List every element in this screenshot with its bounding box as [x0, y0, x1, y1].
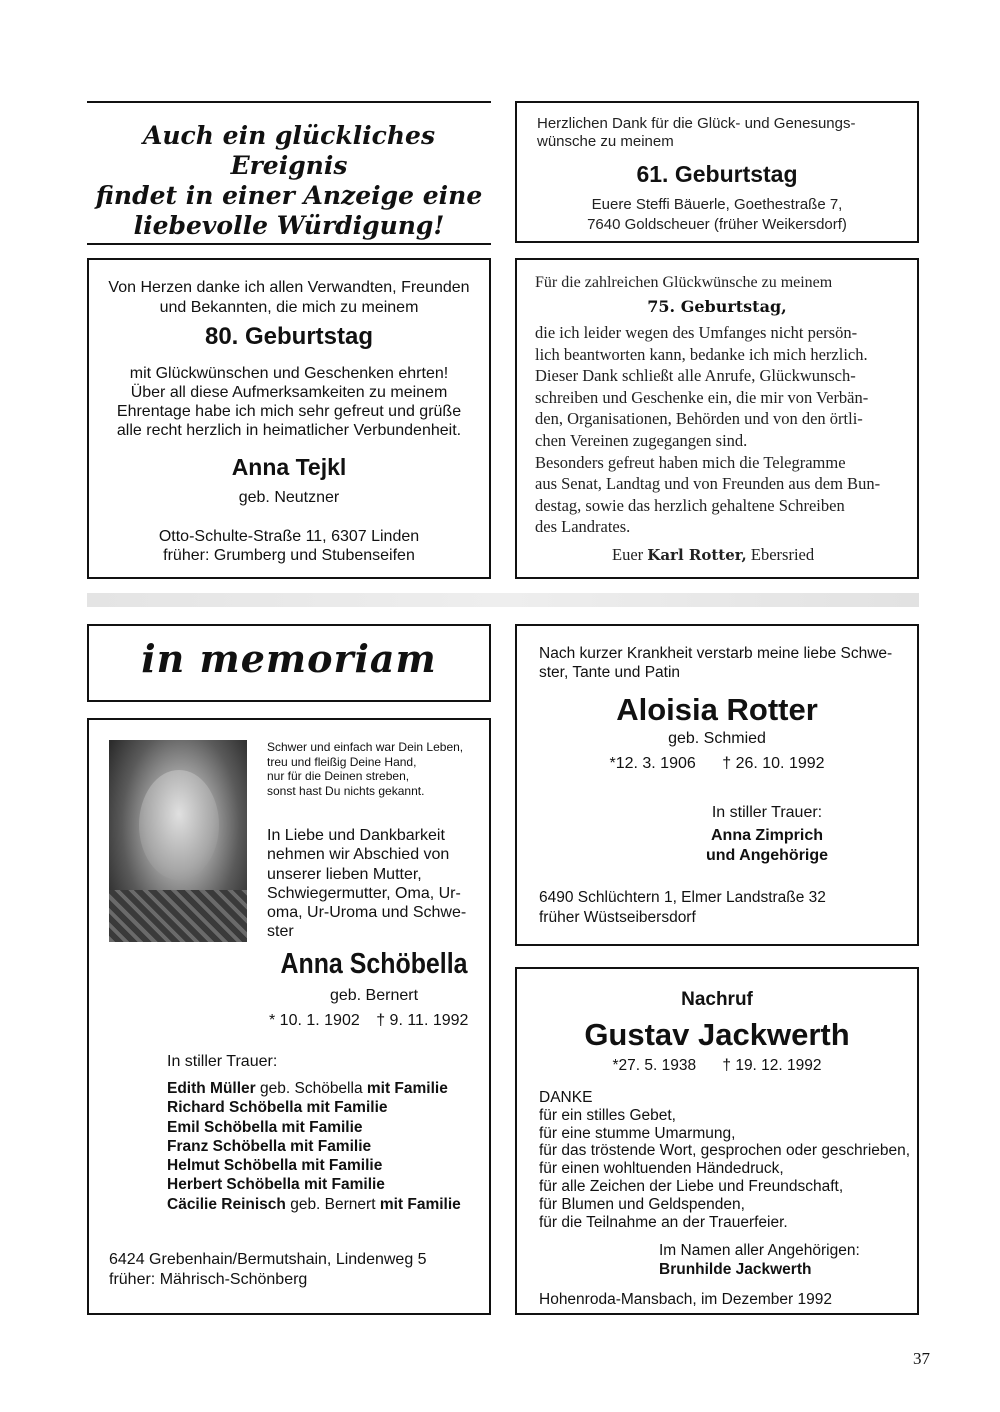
promo-line: liebevolle Würdigung!	[133, 211, 445, 240]
family-member: Cäcilie Reinisch geb. Bernert mit Familie	[167, 1195, 461, 1213]
poem-line: Schwer und einfach war Dein Leben,	[267, 740, 464, 754]
ad61-heading: 61. Geburtstag	[636, 161, 798, 187]
thanks-line: für Blumen und Geldspenden,	[539, 1195, 745, 1213]
ad80-heading: 80. Geburtstag	[204, 323, 374, 350]
promo-bottom-rule	[87, 243, 491, 245]
address-line: 6490 Schlüchtern 1, Elmer Landstraße 32	[539, 889, 826, 906]
ad80-body-line: Ehrentage habe ich mich sehr gefreut und grüße	[116, 403, 462, 420]
rotter-sign-line: Anna Zimprich	[710, 827, 823, 844]
ad61-sign-line: 7640 Goldscheuer (früher Weikersdorf)	[587, 216, 847, 233]
family-member: Helmut Schöbella mit Familie	[167, 1157, 383, 1175]
gray-separator-band	[87, 593, 919, 607]
obituary-rotter	[515, 624, 919, 946]
rotter-dates	[517, 755, 917, 773]
promo-line: Auch ein glückliches Ereignis	[142, 121, 436, 180]
ad75-body-line: aus Senat, Landtag und von Freunden aus dem Bun-	[535, 474, 881, 494]
portrait-clothing	[109, 890, 247, 942]
obituary-jackwerth	[515, 967, 919, 1315]
ad80-address-line: Otto-Schulte-Straße 11, 6307 Linden	[158, 528, 420, 545]
text-line: ster	[267, 923, 294, 941]
birth-date: *27. 5. 1938	[612, 1057, 697, 1074]
poem-line: nur für die Deinen streben,	[267, 769, 410, 783]
address-line: früher: Mährisch-Schönberg	[109, 1270, 308, 1288]
thanks-line: für alle Zeichen der Liebe und Freundschaft,	[539, 1177, 844, 1195]
rotter-intro-line: ster, Tante und Patin	[539, 664, 681, 681]
obituary-schoebella	[87, 718, 491, 1315]
text-line: unserer lieben Mutter,	[267, 865, 422, 883]
memoriam-title: in memoriam	[141, 636, 437, 681]
thanks-line: DANKE	[539, 1089, 593, 1106]
ad75-body-line: lich beantworten kann, bedanke ich mich herzlich.	[535, 344, 868, 364]
schoebella-born: geb. Bernert	[329, 987, 419, 1004]
thanks-line: für einen wohltuenden Händedruck,	[539, 1160, 784, 1178]
ad75-heading: 75. Geburtstag,	[647, 297, 787, 316]
address-line: früher Wüstseibersdorf	[539, 908, 696, 926]
text-line: oma, Ur-Uroma und Schwe-	[267, 904, 467, 922]
ad75-body-line: den, Organisationen, Behörden und von den örtli-	[535, 409, 863, 429]
schoebella-dates	[269, 1012, 489, 1030]
ad80-intro	[89, 278, 489, 318]
poem-line: treu und fleißig Deine Hand,	[267, 754, 417, 769]
ad75-sign-name: Karl Rotter,	[647, 546, 747, 564]
jackwerth-dates	[517, 1057, 917, 1075]
in-memoriam-banner	[87, 624, 491, 702]
rotter-address	[539, 888, 914, 927]
ad80-born: geb. Neutzner	[238, 489, 340, 506]
thanks-line: für ein stilles Gebet,	[539, 1106, 676, 1124]
text-line: Schwiegermutter, Oma, Ur-	[267, 884, 461, 902]
ad61-intro-line: Herzlichen Dank für die Glück- und Genesungs-	[537, 115, 856, 132]
promo-line: findet in einer Anzeige eine	[95, 181, 483, 210]
ad75-body-line: die ich leider wegen des Umfanges nicht persön-	[535, 323, 858, 342]
rotter-born: geb. Schmied	[668, 730, 766, 747]
text-line: nehmen wir Abschied von	[267, 846, 450, 864]
ad80-address-line: früher: Grumberg und Stubenseifen	[163, 547, 415, 564]
ad80-intro-line: und Bekannten, die mich zu meinem	[159, 299, 419, 316]
poem-line: sonst hast Du nichts gekannt.	[267, 783, 425, 798]
promo-top-rule	[87, 101, 491, 103]
portrait-photo	[109, 740, 247, 942]
ad61-intro	[537, 115, 907, 151]
nachruf-heading: Nachruf	[681, 989, 753, 1010]
birth-date: *12. 3. 1906	[609, 755, 696, 772]
ad61-sign-line: Euere Steffi Bäuerle, Goethestraße 7,	[591, 196, 843, 213]
thanks-line: für die Teilnahme an der Trauerfeier.	[539, 1213, 788, 1231]
jackwerth-place: Hohenroda-Mansbach, im Dezember 1992	[539, 1291, 832, 1308]
ad75-body-line: schreiben und Geschenke ein, die mir von Verbän-	[535, 387, 869, 407]
family-member: Emil Schöbella mit Familie	[167, 1118, 363, 1136]
jackwerth-signature	[659, 1241, 914, 1279]
rotter-intro	[539, 644, 914, 682]
ad80-body	[89, 364, 489, 440]
ad80-body-line: Über all diese Aufmerksamkeiten zu meinem	[130, 384, 448, 401]
ad75-sign-place: Ebersried	[750, 545, 815, 564]
schoebella-text	[267, 826, 472, 942]
promo-text	[87, 121, 491, 241]
birth-date: * 10. 1. 1902	[269, 1012, 360, 1029]
ad75-body-line: destag, sowie das herzlich gehaltene Schreiben	[535, 495, 845, 515]
page-number: 37	[913, 1349, 930, 1368]
ad80-intro-line: Von Herzen danke ich allen Verwandten, Freunden	[108, 279, 470, 296]
death-date: † 19. 12. 1992	[722, 1057, 822, 1074]
ad61-intro-line: wünsche zu meinem	[537, 133, 674, 150]
portrait-face	[139, 770, 219, 880]
ad-75-birthday	[515, 258, 919, 579]
ad75-signature	[612, 545, 912, 565]
ad80-body-line: mit Glückwünschen und Geschenken ehrten!	[129, 365, 449, 382]
rotter-name: Aloisia Rotter	[616, 692, 818, 727]
address-line: 6424 Grebenhain/Bermutshain, Lindenweg 5	[109, 1251, 427, 1268]
rotter-mourning: In stiller Trauer:	[711, 804, 823, 821]
jackwerth-thanks	[539, 1089, 914, 1231]
ad75-intro: Für die zahlreichen Glückwünsche zu meinem	[535, 274, 833, 291]
sign-line: Brunhilde Jackwerth	[659, 1261, 812, 1278]
family-member: Edith Müller geb. Schöbella mit Familie	[167, 1080, 448, 1097]
text-line: In Liebe und Dankbarkeit	[267, 827, 445, 844]
ad75-body-line: Dieser Dank schließt alle Anrufe, Glückwunsch-	[535, 366, 856, 386]
ad-61-birthday	[515, 101, 919, 243]
ad75-sign-prefix: Euer	[612, 545, 644, 564]
ad75-body-line: chen Vereinen zugegangen sind.	[535, 430, 748, 450]
schoebella-address	[109, 1250, 479, 1289]
rotter-intro-line: Nach kurzer Krankheit verstarb meine liebe Schwe-	[539, 645, 893, 662]
schoebella-poem	[267, 740, 487, 798]
ad75-body-line: des Landrates.	[535, 517, 631, 537]
death-date: † 26. 10. 1992	[722, 755, 825, 772]
death-date: † 9. 11. 1992	[376, 1012, 469, 1029]
ad80-name: Anna Tejkl	[231, 454, 347, 480]
schoebella-name: Anna Schöbella	[280, 948, 468, 980]
sign-line: Im Namen aller Angehörigen:	[659, 1242, 860, 1259]
ad-80-birthday	[87, 258, 491, 579]
family-member: Richard Schöbella mit Familie	[167, 1099, 388, 1117]
family-member: Herbert Schöbella mit Familie	[167, 1176, 385, 1194]
thanks-line: für eine stumme Umarmung,	[539, 1124, 736, 1142]
ad75-body	[535, 322, 909, 538]
rotter-signature	[667, 826, 867, 866]
schoebella-mourning: In stiller Trauer:	[167, 1053, 278, 1070]
ad61-signature	[517, 195, 917, 235]
ad80-address	[89, 527, 489, 565]
schoebella-family	[167, 1079, 487, 1214]
jackwerth-name: Gustav Jackwerth	[584, 1017, 850, 1052]
family-member: Franz Schöbella mit Familie	[167, 1137, 372, 1155]
ad80-body-line: alle recht herzlich in heimatlicher Verbundenheit.	[116, 422, 462, 439]
thanks-line: für das tröstende Wort, gesprochen oder geschrieben,	[539, 1142, 911, 1160]
rotter-sign-line: und Angehörige	[705, 847, 829, 864]
ad75-body-line: Besonders gefreut haben mich die Telegramme	[535, 452, 846, 472]
